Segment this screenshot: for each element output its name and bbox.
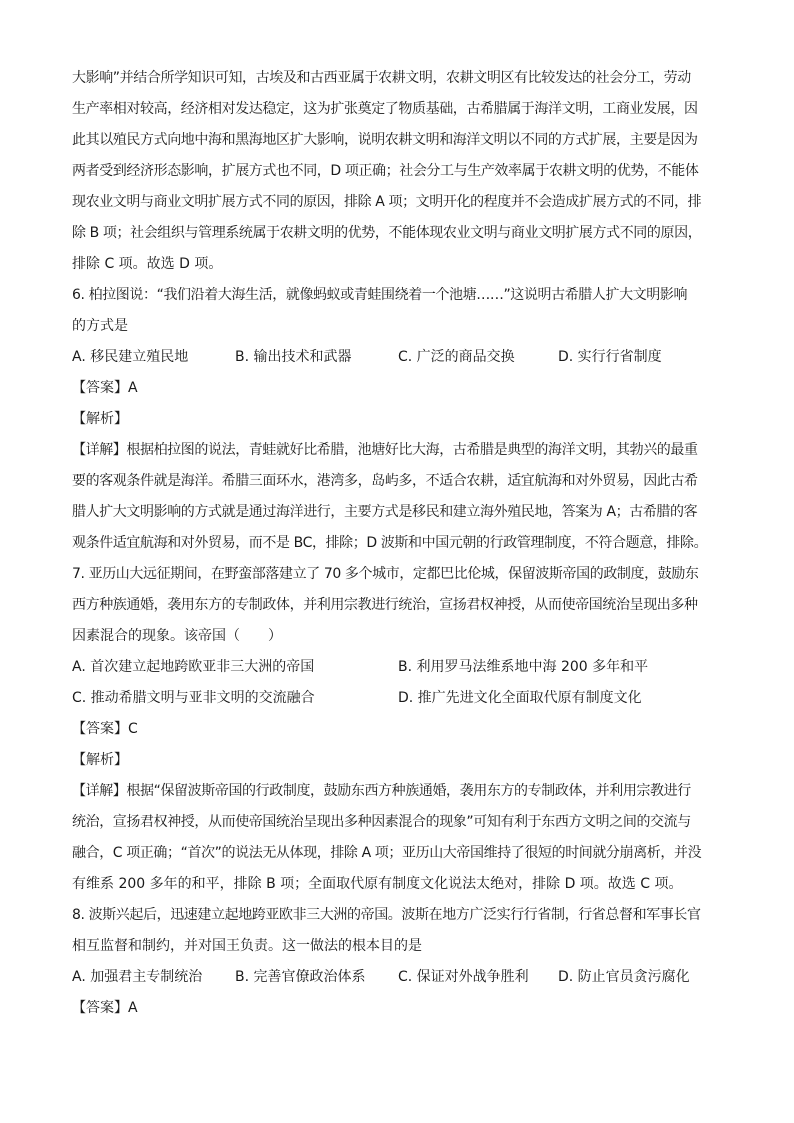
text-line: 生产率相对较高，经济相对发达稳定，这为扩张奠定了物质基础，古希腊属于海洋文明，工商业发展，因 [72, 101, 698, 117]
answer-label: 【答案】C [72, 721, 138, 737]
detail-line: 【详解】根据“保留波斯帝国的行政制度，鼓励东西方种族通婚，袭用东方的专制政体，并利用宗教进行 [72, 783, 691, 799]
text-line: 排除 C 项。故选 D 项。 [72, 256, 223, 272]
question-stem: 6. 柏拉图说：“我们沿着大海生活，就像蚂蚁或青蛙围绕着一个池塘……”这说明古希腊人扩大文明影响 [72, 287, 688, 303]
text-line: 两者受到经济形态影响，扩展方式也不同，D 项正确；社会分工与生产效率属于农耕文明的优势，不能体 [72, 163, 699, 179]
option-c: C. 推动希腊文明与亚非文明的交流融合 [72, 690, 315, 706]
text-line: 大影响”并结合所学知识可知，古埃及和古西亚属于农耕文明，农耕文明区有比较发达的社会分工，劳动 [72, 70, 691, 86]
option-b: B. 输出技术和武器 [235, 349, 352, 365]
option-a: A. 首次建立起地跨欧亚非三大洲的帝国 [72, 659, 315, 675]
question-stem: 的方式是 [72, 318, 128, 334]
options-row [72, 342, 740, 373]
question-stem: 7. 亚历山大远征期间，在野蛮部落建立了 70 多个城市，定都巴比伦城，保留波斯帝国的政制度，鼓励东 [72, 566, 699, 582]
question-6 [72, 280, 740, 559]
detail-line: 有维系 200 多年的和平，排除 B 项；全面取代原有制度文化说法太绝对，排除 D 项。故选 C 项。 [72, 876, 683, 892]
answer-label: 【答案】A [72, 380, 138, 396]
question-stem: 西方种族通婚，袭用东方的专制政体，并利用宗教进行统治，宣扬君权神授，从而使帝国统治呈现出多种 [72, 597, 698, 613]
option-d: D. 推广先进文化全面取代原有制度文化 [398, 690, 642, 706]
option-c: C. 保证对外战争胜利 [398, 969, 529, 985]
question-7 [72, 559, 740, 900]
text-line: 现农业文明与商业文明扩展方式不同的原因，排除 A 项；文明开化的程度并不会造成扩展方式的不同，排 [72, 194, 702, 210]
question-stem: 因素混合的现象。该帝国（ ） [72, 628, 282, 644]
detail-line: 要的客观条件就是海洋。希腊三面环水，港湾多，岛屿多，不适合农耕，适宜航海和对外贸易，因此古希 [72, 473, 698, 489]
options-row [72, 652, 740, 683]
option-b: B. 利用罗马法维系地中海 200 多年和平 [398, 659, 649, 675]
detail-line: 统治，宣扬君权神授，从而使帝国统治呈现出多种因素混合的现象”可知有利于东西方文明之间的交流与 [72, 814, 691, 830]
options-row [72, 962, 740, 993]
question-stem: 8. 波斯兴起后，迅速建立起地跨亚欧非三大洲的帝国。波斯在地方广泛实行行省制，行省总督和军事长官 [72, 907, 701, 923]
option-b: B. 完善官僚政治体系 [235, 969, 366, 985]
detail-line: 观条件适宜航海和对外贸易，而不是 BC，排除；D 波斯和中国元朝的行政管理制度，不符合题意，排除。 [72, 535, 708, 551]
option-a: A. 移民建立殖民地 [72, 349, 189, 365]
previous-analysis [72, 63, 740, 280]
options-row [72, 683, 740, 714]
detail-line: 腊人扩大文明影响的方式就是通过海洋进行，主要方式是移民和建立海外殖民地，答案为 A；古希腊的客 [72, 504, 698, 520]
text-line: 除 B 项；社会组织与管理系统属于农耕文明的优势，不能体现农业文明与商业文明扩展方式不同的原因， [72, 225, 702, 241]
detail-line: 融合，C 项正确；“首次”的说法无从体现，排除 A 项；亚历山大帝国维持了很短的时间就分崩离析，并没 [72, 845, 702, 861]
option-d: D. 实行行省制度 [558, 349, 662, 365]
answer-label: 【答案】A [72, 1000, 138, 1016]
option-a: A. 加强君主专制统治 [72, 969, 203, 985]
analysis-label: 【解析】 [72, 411, 128, 427]
text-line: 此其以殖民方式向地中海和黑海地区扩大影响，说明农耕文明和海洋文明以不同的方式扩展，主要是因为 [72, 132, 698, 148]
detail-line: 【详解】根据柏拉图的说法，青蛙就好比希腊，池塘好比大海，古希腊是典型的海洋文明，其勃兴的最重 [72, 442, 698, 458]
option-c: C. 广泛的商品交换 [398, 349, 515, 365]
question-8 [72, 900, 740, 1024]
analysis-label: 【解析】 [72, 752, 128, 768]
question-stem: 相互监督和制约，并对国王负责。这一做法的根本目的是 [72, 938, 422, 954]
document-page [72, 63, 740, 1024]
option-d: D. 防止官员贪污腐化 [558, 969, 690, 985]
